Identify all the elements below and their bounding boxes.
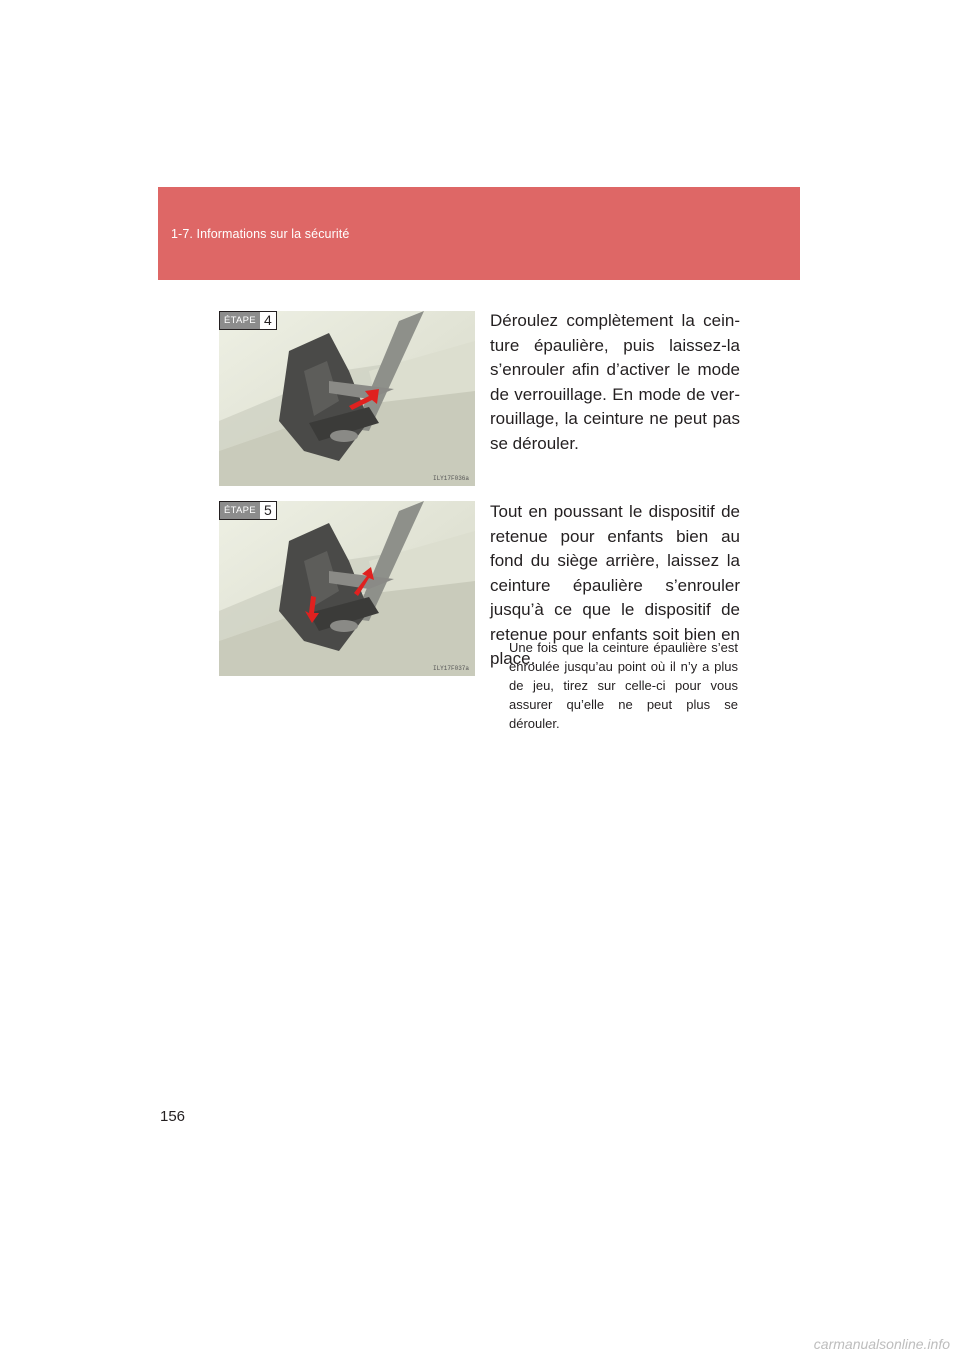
child-seat-illustration bbox=[219, 311, 475, 486]
step-5-illustration bbox=[219, 501, 475, 676]
step-5-instruction: Tout en poussant le dispositif de retenue pour enfants bien au fond du siège arrière, laissez la ceinture épaulière s’enrouler jusqu’à ce que le dispositif de retenue pour enfants soit bien en place. bbox=[490, 502, 740, 668]
step-4-illustration bbox=[219, 311, 475, 486]
step-4-badge-number: 4 bbox=[260, 312, 276, 329]
child-seat-illustration bbox=[219, 501, 475, 676]
step-4-badge-word: ÉTAPE bbox=[220, 312, 260, 329]
step-5-badge-number: 5 bbox=[260, 502, 276, 519]
step-4-figure-code: ILY17F036a bbox=[432, 475, 469, 482]
step-5-badge-word: ÉTAPE bbox=[220, 502, 260, 519]
page-number: 156 bbox=[160, 1108, 186, 1125]
section-title: 1-7. Informations sur la sécurité bbox=[171, 227, 350, 241]
step-5-note: Une fois que la ceinture épaulière s’est enroulée jusqu’au point où il n’y a plus de jeu, tirez sur celle-ci pour vous assurer qu’elle ne peut plus se dérouler. bbox=[509, 640, 738, 731]
step-4-badge bbox=[219, 311, 277, 330]
step-5-badge bbox=[219, 501, 277, 520]
step-4-instruction: Déroulez complètement la cein-ture épaulière, puis laissez-la s’enrouler afin d’activer le mode de verrouillage. En mode de ver-rouillage, la ceinture ne peut pas se dérouler. bbox=[490, 311, 740, 453]
step-5-figure-code: ILY17F037a bbox=[432, 665, 469, 672]
watermark: carmanualsonline.info bbox=[813, 1336, 950, 1352]
section-header-band bbox=[158, 187, 800, 280]
